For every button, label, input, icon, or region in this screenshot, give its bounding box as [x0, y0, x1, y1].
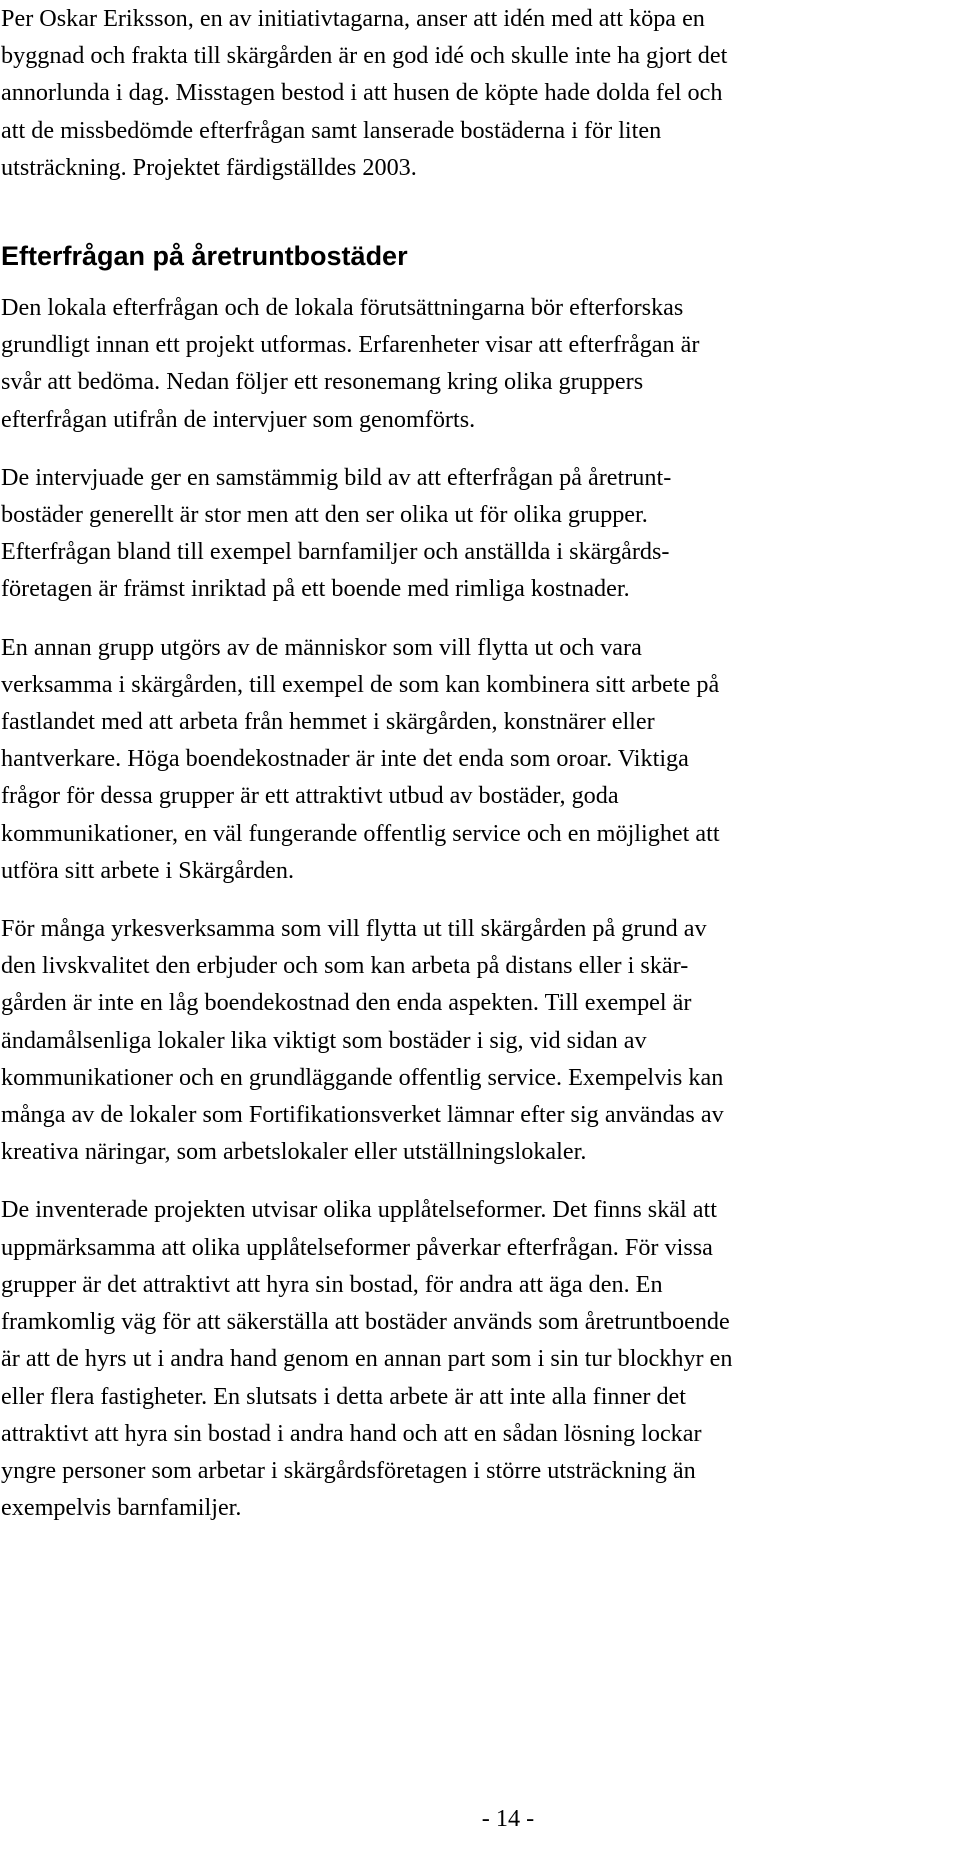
section-paragraph-4 [1, 910, 959, 1170]
text-line: grundligt innan ett projekt utformas. Erfarenheter visar att efterfrågan är [1, 331, 700, 359]
page-content [1, 0, 959, 1526]
text-line: ändamålsenliga lokaler lika viktigt som bostäder i sig, vid sidan av [1, 1026, 647, 1054]
text-line: De inventerade projekten utvisar olika upplåtelseformer. Det finns skäl att [1, 1196, 717, 1224]
text-line: många av de lokaler som Fortifikationsverket lämnar efter sig användas av [1, 1101, 724, 1129]
text-line: bostäder generellt är stor men att den ser olika ut för olika grupper. [1, 501, 648, 529]
text-line: framkomlig väg för att säkerställa att bostäder används som åretruntboende [1, 1308, 730, 1336]
spacer [1, 438, 959, 459]
section-paragraph-1 [1, 289, 959, 438]
text-line: exempelvis barnfamiljer. [1, 1494, 242, 1522]
spacer [1, 1170, 959, 1191]
text-line: annorlunda i dag. Misstagen bestod i att husen de köpte hade dolda fel och [1, 79, 723, 107]
spacer [1, 889, 959, 910]
text-line: En annan grupp utgörs av de människor som vill flytta ut och vara [1, 633, 642, 661]
text-line: verksamma i skärgården, till exempel de som kan kombinera sitt arbete på [1, 670, 720, 698]
text-line: frågor för dessa grupper är ett attraktivt utbud av bostäder, goda [1, 782, 619, 810]
text-line: fastlandet med att arbeta från hemmet i skärgården, konstnärer eller [1, 708, 655, 736]
text-line: eller flera fastigheter. En slutsats i detta arbete är att inte alla finner det [1, 1382, 687, 1410]
text-line: efterfrågan utifrån de intervjuer som genomförts. [1, 405, 476, 433]
spacer [1, 608, 959, 629]
section-heading: Efterfrågan på åretruntbostäder [1, 241, 408, 272]
text-line: grupper är det attraktivt att hyra sin bostad, för andra att äga den. En [1, 1270, 663, 1298]
text-line: kreativa näringar, som arbetslokaler eller utställningslokaler. [1, 1138, 587, 1166]
text-line: är att de hyrs ut i andra hand genom en annan part som i sin tur blockhyr en [1, 1345, 733, 1373]
intro-paragraph [1, 0, 959, 186]
text-line: De intervjuade ger en samstämmig bild av att efterfrågan på åretrunt- [1, 463, 672, 491]
page-number: - 14 - [481, 1805, 535, 1832]
text-line: hantverkare. Höga boendekostnader är inte det enda som oroar. Viktiga [1, 745, 689, 773]
text-line: att de missbedömde efterfrågan samt lanserade bostäderna i för liten [1, 116, 662, 144]
text-line: Efterfrågan bland till exempel barnfamiljer och anställda i skärgårds- [1, 538, 670, 566]
text-line: kommunikationer och en grundläggande offentlig service. Exempelvis kan [1, 1063, 724, 1091]
section-paragraph-2 [1, 459, 959, 608]
text-line: företagen är främst inriktad på ett boende med rimliga kostnader. [1, 575, 630, 603]
text-line: Den lokala efterfrågan och de lokala förutsättningarna bör efterforskas [1, 294, 684, 322]
text-line: För många yrkesverksamma som vill flytta ut till skärgården på grund av [1, 915, 707, 943]
text-line: utföra sitt arbete i Skärgården. [1, 856, 295, 884]
text-line: kommunikationer, en väl fungerande offentlig service och en möjlighet att [1, 819, 720, 847]
text-line: utsträckning. Projektet färdigställdes 2003. [1, 153, 417, 181]
text-line: uppmärksamma att olika upplåtelseformer påverkar efterfrågan. För vissa [1, 1233, 713, 1261]
text-line: Per Oskar Eriksson, en av initiativtagarna, anser att idén med att köpa en [1, 5, 705, 32]
text-line: byggnad och frakta till skärgården är en god idé och skulle inte ha gjort det [1, 42, 728, 70]
text-line: attraktivt att hyra sin bostad i andra hand och att en sådan lösning lockar [1, 1419, 702, 1447]
text-line: den livskvalitet den erbjuder och som kan arbeta på distans eller i skär- [1, 952, 689, 980]
spacer [1, 186, 959, 239]
section-paragraph-3 [1, 629, 959, 889]
text-line: svår att bedöma. Nedan följer ett resonemang kring olika gruppers [1, 368, 644, 396]
text-line: yngre personer som arbetar i skärgårdsföretagen i större utsträckning än [1, 1456, 696, 1484]
text-line: gården är inte en låg boendekostnad den enda aspekten. Till exempel är [1, 989, 692, 1017]
section-paragraph-5 [1, 1191, 959, 1526]
